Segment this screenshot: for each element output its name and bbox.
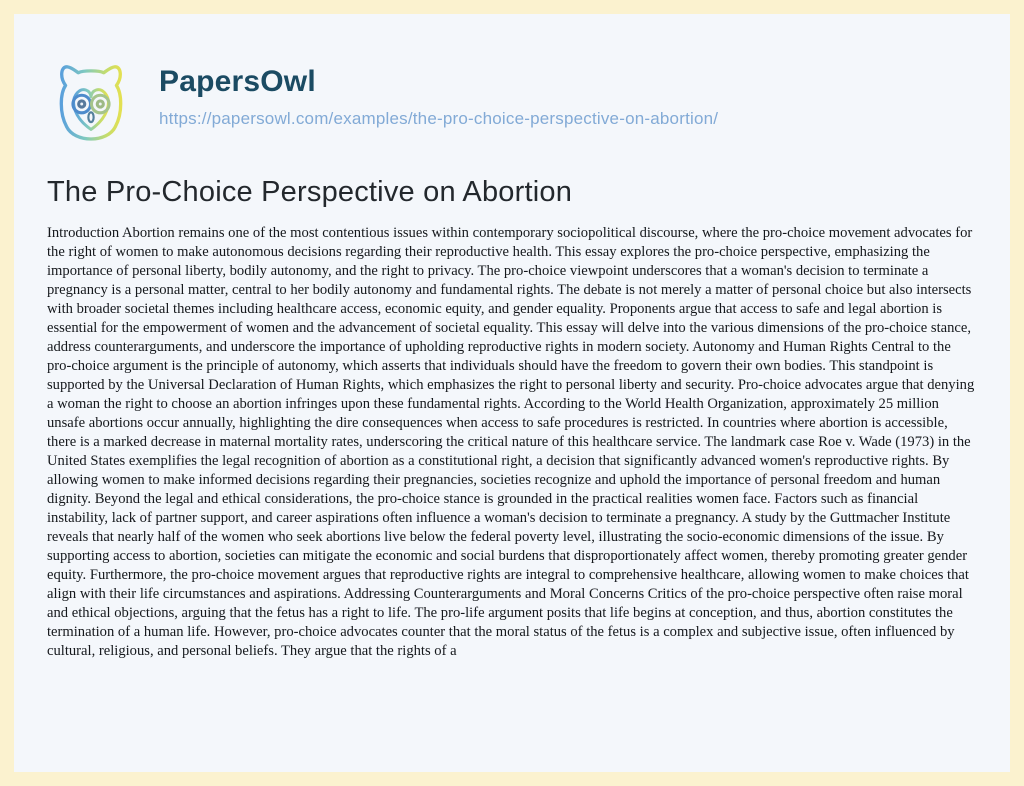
article-body: Introduction Abortion remains one of the most contentious issues within contemporary sociopolitical discourse, where the pro-choice movement advocates for the right of women to make autonomous decisions regarding their reproductive health. This essay explores the pro-choice perspective, emphasizing the importance of personal liberty, bodily autonomy, and the right to privacy. The pro-choice viewpoint underscores that a woman's decision to terminate a pregnancy is a personal matter, central to her bodily autonomy and fundamental rights. The debate is not merely a matter of personal choice but also intersects with broader societal themes including healthcare access, economic equity, and gender equality. Proponents argue that access to safe and legal abortion is essential for the empowerment of women and the advancement of societal equality. This essay will delve into the various dimensions of the pro-choice stance, address counterarguments, and underscore the importance of upholding reproductive rights in modern society. Autonomy and Human Rights Central to the pro-choice argument is the principle of autonomy, which asserts that individuals should have the freedom to govern their own bodies. This standpoint is supported by the Universal Declaration of Human Rights, which emphasizes the right to personal liberty and security. Pro-choice advocates argue that denying a woman the right to choose an abortion infringes upon these fundamental rights. According to the World Health Organization, approximately 25 million unsafe abortions occur annually, highlighting the dire consequences when access to safe procedures is restricted. In countries where abortion is accessible, there is a marked decrease in maternal mortality rates, underscoring the critical nature of this healthcare service. The landmark case Roe v. Wade (1973) in the United States exemplifies the legal recognition of abortion as a constitutional right, a decision that significantly advanced women's reproductive rights. By allowing women to make informed decisions regarding their pregnancies, societies recognize and uphold the importance of personal freedom and human dignity. Beyond the legal and ethical considerations, the pro-choice stance is grounded in the practical realities women face. Factors such as financial instability, lack of partner support, and career aspirations often influence a woman's decision to terminate a pregnancy. A study by the Guttmacher Institute reveals that nearly half of the women who seek abortions live below the federal poverty level, illustrating the socio-economic dimensions of the issue. By supporting access to abortion, societies can mitigate the economic and social burdens that disproportionately affect women, thereby promoting greater gender equity. Furthermore, the pro-choice movement argues that reproductive rights are integral to comprehensive healthcare, allowing women to make choices that align with their life circumstances and aspirations. Addressing Counterarguments and Moral Concerns Critics of the pro-choice perspective often raise moral and ethical objections, arguing that the fetus has a right to life. The pro-life argument posits that life begins at conception, and thus, abortion constitutes the termination of a human life. However, pro-choice advocates counter that the moral status of the fetus is a complex and subjective issue, often influenced by cultural, religious, and personal beliefs. They argue that the rights of a <box>47 225 975 660</box>
article-title: The Pro-Choice Perspective on Abortion <box>47 176 573 208</box>
article <box>14 176 1010 661</box>
page-url-link[interactable]: https://papersowl.com/examples/the-pro-choice-perspective-on-abortion/ <box>159 109 719 128</box>
owl-logo-icon <box>47 58 135 152</box>
brand-block <box>159 58 718 129</box>
brand-name[interactable]: PapersOwl <box>159 65 316 98</box>
header <box>14 14 1010 152</box>
papersowl-logo[interactable] <box>47 58 135 152</box>
